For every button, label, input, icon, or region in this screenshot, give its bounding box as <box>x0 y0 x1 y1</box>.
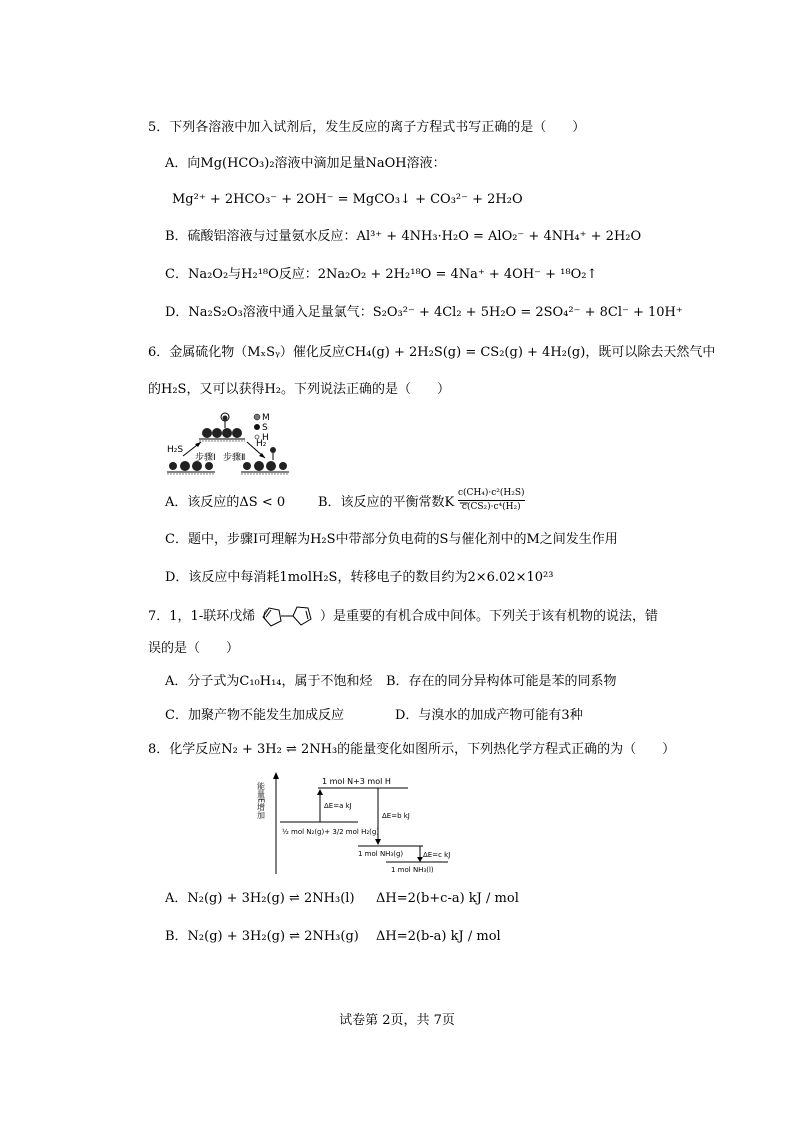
catalyst-top-layer <box>199 413 245 441</box>
energy-axis-label: 能量E增加 <box>256 782 266 820</box>
legend-m: M <box>262 413 270 423</box>
catalyst-bottom-right <box>241 447 289 474</box>
catalyst-mechanism-figure <box>165 408 305 480</box>
q7-option-c: C．加聚产物不能发生加成反应 <box>165 708 344 723</box>
h2s-label: H₂S <box>167 445 184 455</box>
level-atoms-label: 1 mol N+3 mol H <box>322 777 391 786</box>
delta-e-b-label: ΔE=b kJ <box>382 812 410 820</box>
q6-option-d: D．该反应中每消耗1molH₂S，转移电子的数目约为2×6.02×10²³ <box>165 570 554 585</box>
q7-stem-line1a: 7．1，1-联环戊烯（ <box>148 609 269 624</box>
fraction-numerator: c(CH₄)·c²(H₂S) <box>458 488 525 498</box>
q8-option-b-enthalpy: ΔH=2(b-a) kJ / mol <box>376 929 501 944</box>
q7-option-a: A．分子式为C₁₀H₁₄，属于不饱和烃 <box>165 674 373 689</box>
q5-option-c: C．Na₂O₂与H₂¹⁸O反应：2Na₂O₂ + 2H₂¹⁸O = 4Na⁺ + 4OH⁻ + ¹⁸O₂↑ <box>165 267 598 282</box>
q5-option-a-equation: Mg²⁺ + 2HCO₃⁻ + 2OH⁻ = MgCO₃↓ + CO₃²⁻ + 2H₂O <box>172 192 523 207</box>
q5-option-d: D．Na₂S₂O₃溶液中通入足量氯气：S₂O₃²⁻ + 4Cl₂ + 5H₂O = 2SO₄²⁻ + 8Cl⁻ + 10H⁺ <box>165 305 683 320</box>
q7-stem-line2: 误的是（ ） <box>148 641 240 656</box>
q8-option-a-equation: A．N₂(g) + 3H₂(g) ⇌ 2NH₃(l) <box>165 891 355 906</box>
q5-stem: 5．下列各溶液中加入试剂后，发生反应的离子方程式书写正确的是（ ） <box>148 120 586 135</box>
step2-label: 步骤Ⅱ <box>223 453 246 463</box>
level-nh3-gas-label: 1 mol NH₃(g) <box>358 850 404 858</box>
level-nh3-liquid-label: 1 mol NH₃(l) <box>391 866 434 874</box>
legend-s: S <box>262 423 268 433</box>
energy-diagram <box>258 770 458 878</box>
q7-stem-line1b: ）是重要的有机合成中间体。下列关于该有机物的说法，错 <box>320 609 659 624</box>
q6-stem-line2: 的H₂S，又可以获得H₂。下列说法正确的是（ ） <box>148 382 451 397</box>
q6-option-c: C．题中，步骤Ⅰ可理解为H₂S中带部分负电荷的S与催化剂中的M之间发生作用 <box>165 532 618 547</box>
q5-option-b: B．硫酸铝溶液与过量氨水反应：Al³⁺ + 4NH₃·H₂O = AlO₂⁻ + 4NH₄⁺ + 2H₂O <box>165 229 642 244</box>
page-footer: 试卷第 2页，共 7页 <box>339 1013 455 1028</box>
q8-stem: 8．化学反应N₂ + 3H₂ ⇌ 2NH₃的能量变化如图所示，下列热化学方程式正确的为（ ） <box>148 742 676 757</box>
fraction-denominator: c(CS₂)·c⁴(H₂) <box>458 500 525 514</box>
q8-option-b-equation: B．N₂(g) + 3H₂(g) ⇌ 2NH₃(g) <box>165 929 359 944</box>
level-reactants-label: ½ mol N₂(g)+ 3/2 mol H₂(g) <box>282 828 380 836</box>
step1-label: 步骤Ⅰ <box>195 453 216 463</box>
delta-e-a-label: ΔE=a kJ <box>324 802 352 810</box>
h2-label: H₂ <box>256 439 267 449</box>
q6-option-b: B．该反应的平衡常数K = <box>318 495 470 510</box>
legend <box>254 413 270 443</box>
bicyclopentene-structure-icon <box>257 602 319 632</box>
q5-option-a: A．向Mg(HCO₃)₂溶液中滴加足量NaOH溶液： <box>165 156 446 171</box>
q6-option-a: A．该反应的ΔS < 0 <box>165 495 286 510</box>
delta-e-c-label: ΔE=c kJ <box>423 851 451 859</box>
q7-option-d: D．与溴水的加成产物可能有3种 <box>395 708 583 723</box>
q8-option-a-enthalpy: ΔH=2(b+c-a) kJ / mol <box>376 891 519 906</box>
equilibrium-constant-fraction <box>458 487 525 514</box>
q6-stem-line1: 6．金属硫化物（MₓSᵧ）催化反应CH₄(g) + 2H₂S(g) = CS₂(g) + 4H₂(g)，既可以除去天然气中 <box>148 345 716 360</box>
q7-option-b: B．存在的同分异构体可能是苯的同系物 <box>386 674 617 689</box>
legend-h: H <box>262 433 269 443</box>
